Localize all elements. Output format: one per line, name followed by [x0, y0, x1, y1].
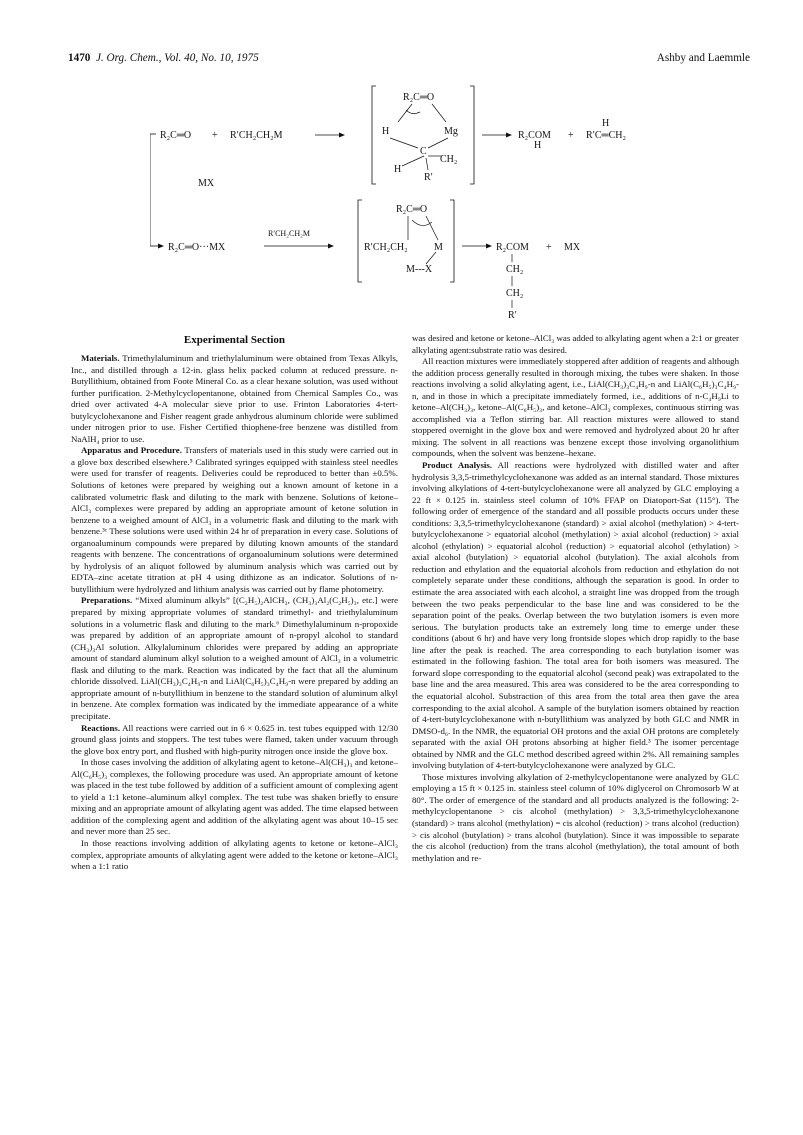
- page-header: [68, 52, 750, 68]
- paragraph: [71, 353, 398, 445]
- ts2-bonds: [408, 216, 438, 264]
- paragraph: [71, 595, 398, 722]
- row2-chain2: CH₂: [506, 288, 524, 299]
- paragraph: [71, 757, 398, 838]
- right-column: [412, 333, 739, 1123]
- ts2-m: M: [434, 242, 443, 253]
- section-title: Experimental Section: [183, 334, 286, 346]
- ts2-left: R′CH₂CH₂: [364, 242, 408, 253]
- paragraph-text: Those mixtures involving alkylation of 2-methylcyclopentanone were analyzed by GLC employing a 15 ft × 0.125 in. stainless steel column of 10% diglycerol on Chromosorb W at 80°. The order of emergence of the standard and all products analyzed is the following: 2-methylcyclopentanone > cis alcohol (methylation) > 3,3,5-trimethylcyclohexanone (standard) > trans alcohol (methylation) = cis alcohol (reduction) > trans alcohol (reduction) > cis alcohol (butylation) > trans alcohol (butylation). Since it was impossible to separate the cis alcohol (reduction) from the trans alcohol (methylation), the total amount of both methylation and re-: [412, 771, 739, 863]
- paragraph: [412, 772, 739, 864]
- arrow-4-head: [486, 244, 492, 249]
- page-number: 1470: [68, 52, 91, 64]
- ts2-right-bracket: [450, 200, 454, 282]
- ts1-r: R′: [424, 172, 433, 183]
- row1-plus: +: [212, 130, 218, 141]
- ts2-left-bracket: [358, 200, 362, 282]
- ts1-left-bracket: [372, 86, 376, 184]
- ts1-right-bracket: [470, 86, 474, 184]
- ts1-mg: Mg: [444, 126, 458, 137]
- ts1-top: R₂C═O: [403, 92, 435, 103]
- paragraph-text: All reactions were carried out in 6 × 0.625 in. test tubes equipped with 12/30 ground glass joints and stoppers. The test tubes were flamed, taken under vacuum through the glove box entry port, and flushed with high-purity nitrogen once inside the glove box.: [71, 722, 398, 756]
- paragraph-text: Trimethylaluminum and triethylaluminum were obtained from Texas Alkyls, Inc., and distilled through a 12-in. glass helix packed column at reduced pressure. n-Butyllithium, obtained from Foote Mineral Co. as a clear hexane solution, was used without further purification. 2-Methylcyclopentanone, obtained from Chemical Samples Co., was dried over activated 4-A molecular sieve prior to use. Frinton Laboratories 4-tert-butylcyclohexanone and Fisher reagent grade anhydrous aluminum chloride were sublimed under nitrogen prior to use. Fisher Certified thiophene-free benzene was distilled from NaAlH₄ prior to use.: [71, 353, 398, 444]
- reaction-scheme-svg: [150, 82, 710, 322]
- paragraph-text: In those cases involving the addition of alkylating agent to ketone–Al(CH₃)₃ and ketone–Al(C₆H₅)₃ complexes, the following procedure was used. An appropriate amount of ketone was placed in the test tube followed by addition of a sufficient amount of complexing agent to yield a 1:1 ketone–aluminum alkyl complex. The test tube was shaken briefly to ensure mixing and an appropriate amount of alkylating agent was added. The time elapsed between addition of the complexing agent and addition of the alkylating agent was about 10–15 sec and never more than 25 sec.: [71, 757, 398, 837]
- paragraph-heading: Reactions.: [81, 722, 121, 733]
- paragraph: [412, 333, 739, 356]
- ts1-c: C: [420, 146, 427, 157]
- mx-label: MX: [198, 178, 215, 189]
- row1-ketone: R₂C═O: [160, 130, 192, 141]
- arrow-2-head: [506, 133, 512, 138]
- paragraph: [71, 723, 398, 758]
- ts2-bottom: M---X: [406, 264, 433, 275]
- paragraph-text: “Mixed aluminum alkyls” [(C₂H₅)₂AlCH₃, (CH₃)₃Al₂(C₂H₅)₃, etc.] were prepared by mixing appropriate volumes of standard trimethyl- and triethylaluminum solutions in a volumetric flask and diluting to the mark.⁶ Dimethylaluminum n-propoxide was prepared by addition of an appropriate amount of n-propyl alcohol to standard (CH₃)₃Al solution. Alkylaluminum chlorides were prepared by adding an appropriate amount of standard aluminum alkyl solution to a weighed amount of AlCl₃ in a volumetric flask and diluting to the mark. Reaction was indicated by the fact that all the aluminum chloride dissolved. LiAl(CH₃)₃C₄H₉-n and LiAl(C₆H₅)₃C₄H₉-n were prepared by adding an appropriate amount of n-butyllithium in benzene to the standard solution of aluminum alkyl in benzene. Ate complex formation was indicated by the immediate appearance of a white precipitate.: [71, 595, 398, 721]
- paragraph-text: Transfers of materials used in this study were carried out in a glove box described elsewhere.⁵ Calibrated syringes equipped with stainless steel needles were used for transfer of reagents. Deliveries could be reproduced to better than ±0.5%. Solutions of ketones were prepared by weighing out a known amount of ketone in a calibrated volumetric flask and diluting to the mark with benzene. Solutions of ketone–AlCl₃ complexes were prepared by adding an appropriate amount of ketone solution in benzene to a weighed amount of AlCl₃ in a volumetric flask and diluting to the mark with benzene.³ᶜ These solutions were used within 24 hr of preparation in every case. Solutions of organoaluminum compounds were prepared by diluting known amounts of the standard reagents with benzene. The concentrations of organoaluminum solutions were determined by hydrolysis of an aliquot followed by aluminum analysis which was carried out by EDTA–zinc acetate titration at pH 4 using dithizone as an indicator. Solutions of n-butyllithium were hydrolyzed and lithium analysis was carried out by flame photometry.: [71, 445, 398, 594]
- ts1-h: H: [382, 126, 390, 137]
- row2-prod: R₂COM: [496, 242, 529, 253]
- row2-chain3: R′: [508, 310, 517, 321]
- row2-chain1: CH₂: [506, 264, 524, 275]
- reaction-scheme: [150, 82, 710, 322]
- paragraph-text: was desired and ketone or ketone–AlCl₃ was added to alkylating agent when a 2:1 or greater alkylating agent:substrate ratio was desired.: [412, 333, 739, 355]
- row2-complex: R₂C═O···MX: [168, 242, 226, 253]
- row1-prod2-h: H: [602, 118, 610, 129]
- left-column: [71, 333, 398, 1123]
- row1-reagent: R′CH₂CH₂M: [230, 130, 283, 141]
- row2-plus: +: [546, 242, 552, 253]
- row1-prod1: R₂COM: [518, 130, 551, 141]
- paragraph-text: All reactions were hydrolyzed with distilled water and after hydrolysis 3,3,5-trimethylcyclohexanone was added as an internal standard. Those mixtures involving alkylations of 4-tert-butylcyclohexanone were all analyzed by GLC employing a 22 ft × 0.125 in. stainless steel column of 10% FFAP on Diatoport-Sat (115°). The following order of emergence of the standard and all possible products occurs under these conditions: 3,3,5-trimethylcyclohexanone (standard) > axial alcohol (methylation) > 4-tert-butylcyclohexanone > equatorial alcohol (methylation) > axial alcohol (reduction) > axial alcohol (ethylation) > equatorial alcohol (reduction) > equatorial alcohol (ethylation) > axial alcohol (butylation) > equatorial alcohol (butylation). The axial alcohols from reduction and ethylation and the equatorial alcohols from reduction and ethylation do not completely separate under these conditions, although the separation is good. In order to estimate the area associated with each alcohol, a straight line was dropped from the trough between the two peaks perpendicular to the base line and was considered to be the separation point of the peaks. Overlap between the two butylation isomers is even more serious. The butylation products take an extremely long time to emerge under these conditions (about 6 hr) and have very long frontside slopes which drop rapidly to the base line after the peak is reached. The area corresponding to each butylation isomer was estimated in the following fashion. The total area for both isomers was measured. The forward slope corresponding to the equatorial alcohol (second peak) was extrapolated to the base line and the area measured. This area was considered to be the area corresponding to the equatorial alcohol. Substraction of this area from the total area then gave the area corresponding to the axial alcohol. A sample of the butylation isomers obtained by reaction of 4-tert-butylcyclohexanone with n-butyllithium was analyzed by both GLC and NMR in DMSO-d₆. In the NMR, the equatorial OH protons and the axial OH protons are completely separated with the axial OH protons absorbing at higher field.³ The isomer percentage obtained by NMR and the GLC method described agreed within 2%. All remaining samples involving butylation of 4-tert-butylcyclohexanone were analyzed by GLC.: [412, 460, 739, 771]
- row1-prod2: R′C═CH₂: [586, 130, 626, 141]
- paragraph-text: All reaction mixtures were immediately stoppered after addition of reagents and although the addition process generally resulted in thorough mixing, the tubes were shaken. In those reactions involving a solid alkylating agent, i.e., LiAl(CH₃)₃C₄H₉-n and LiAl(C₆H₅)₃C₄H₉-n, and in those in which a precipitate immediately formed, i.e., additions of n-C₄H₉Li to ketone–Al(CH₃)₃, ketone–Al(C₆H₅)₃, and ketone–AlCl₃ complexes, continuous stirring was accomplished via a Teflon stirring bar. All reaction mixtures were allowed to stand stoppered overnight in the glove box and were removed and hydrolyzed about 20 hr after mixing. The solvent in all reactions was benzene except those involving organolithium compounds, when the solvent was benzene–hexane.: [412, 356, 739, 459]
- header-authors: Ashby and Laemmle: [656, 52, 750, 64]
- arrow-1-head: [339, 133, 345, 138]
- row2-arrow-label: R′CH₂CH₂M: [268, 229, 311, 238]
- paragraph: [412, 356, 739, 460]
- paragraph-heading: Product Analysis.: [422, 460, 493, 471]
- branch-arrow-head: [158, 244, 164, 249]
- paragraph-text: In those reactions involving addition of alkylating agents to ketone or ketone–AlCl₃ complex, appropriate amounts of alkylating agent were added to the ketone or ketone–AlCl₃ when a 1:1 ratio: [71, 837, 398, 872]
- paragraph: [71, 445, 398, 595]
- ts2-top: R₂C═O: [396, 204, 428, 215]
- paragraph-heading: Preparations.: [81, 595, 133, 606]
- ts1-ch2: CH₂: [440, 154, 458, 165]
- row1-plus2: +: [568, 130, 574, 141]
- row2-mx: MX: [564, 242, 581, 253]
- row1-prod1-h: H: [534, 140, 542, 151]
- header-left: [68, 52, 259, 64]
- journal-citation: J. Org. Chem., Vol. 40, No. 10, 1975: [95, 52, 259, 64]
- arrow-3-head: [328, 244, 334, 249]
- paragraph: [412, 460, 739, 772]
- paragraph-heading: Materials.: [81, 353, 120, 363]
- paragraph: [71, 838, 398, 873]
- ts1-h2: H: [394, 164, 402, 175]
- paragraph-heading: Apparatus and Procedure.: [81, 445, 182, 456]
